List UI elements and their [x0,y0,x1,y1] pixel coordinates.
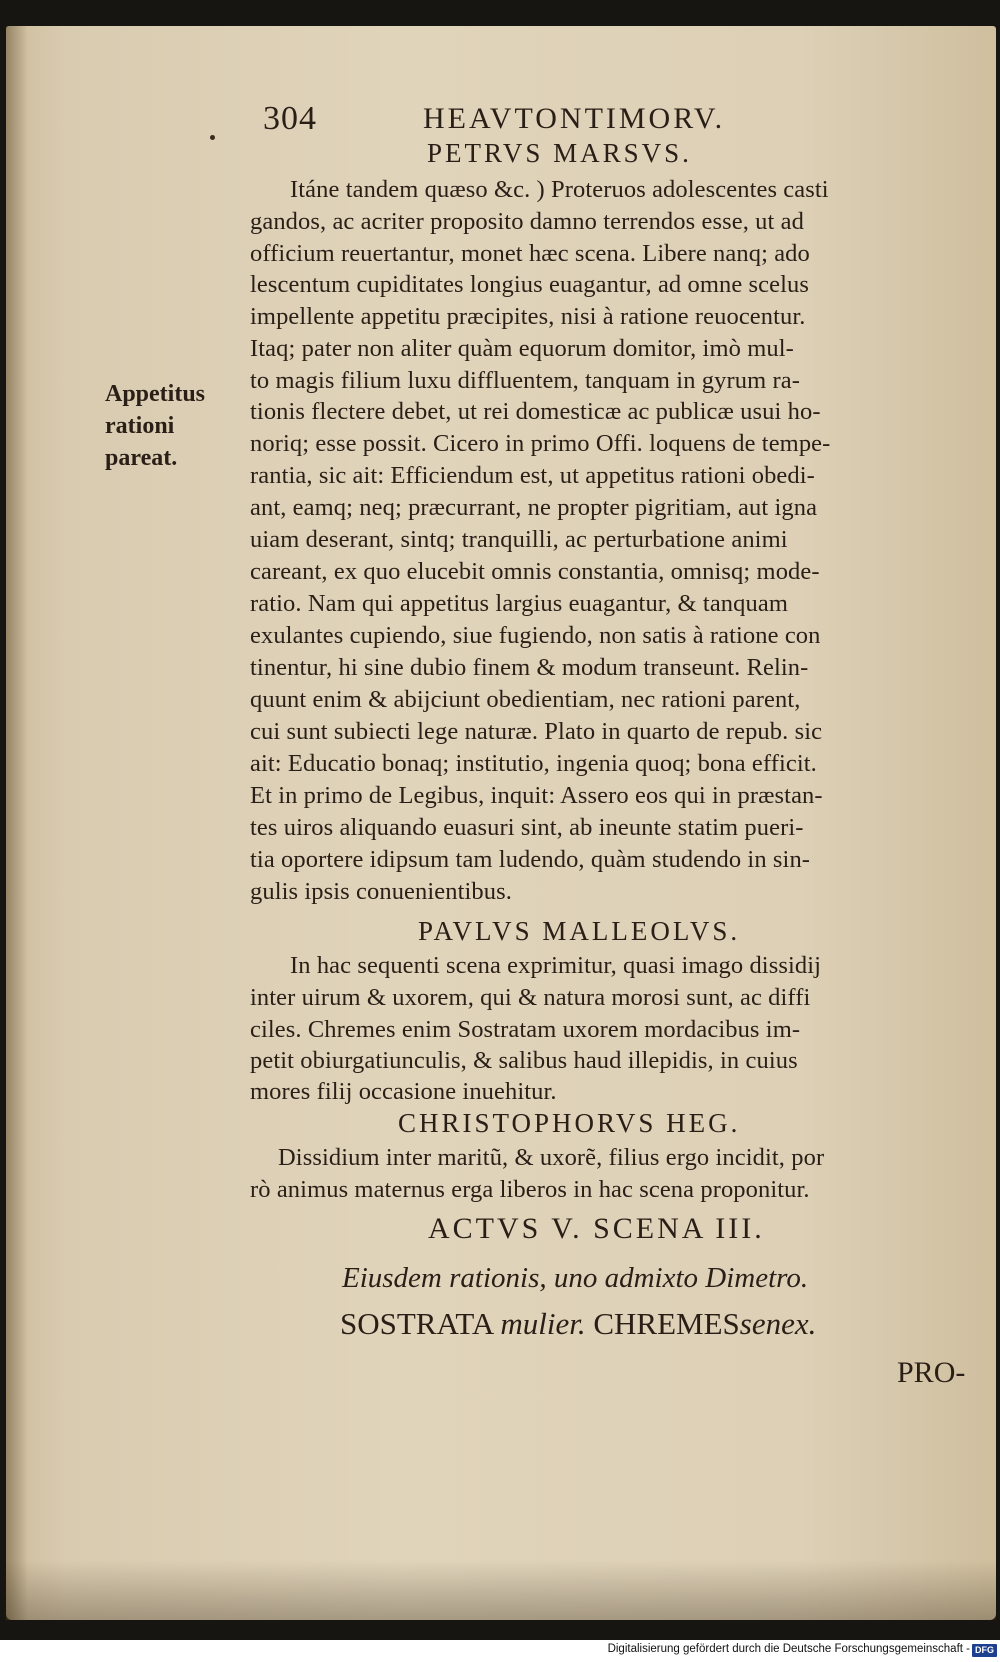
text-line: to magis filium luxu diffluentem, tanquam in gyrum ra- [250,367,800,394]
margin-note-line: Appetitus [105,381,206,407]
text-line: rò animus maternus erga liberos in hac scena proponitur. [250,1176,810,1203]
running-head: HEAVTONTIMORV. [423,102,726,135]
text-line: ait: Educatio bonaq; institutio, ingenia quoq; bona efficit. [250,750,817,777]
page-gutter-shadow [6,26,28,1620]
margin-note [105,378,245,474]
section-heading: PAVLVS MALLEOLVS. [418,916,741,946]
footer-credit: Digitalisierung gefördert durch die Deutsche Forschungsgemeinschaft - [607,1643,970,1655]
character-role: senex. [739,1306,817,1341]
footer [0,1640,1000,1662]
text-line: Et in primo de Legibus, inquit: Assero eos qui in præstan- [250,782,823,809]
section-heading: PETRVS MARSVS. [427,138,692,168]
act-heading: ACTVS V. SCENA III. [428,1212,765,1245]
text-line: tinentur, hi sine dubio finem & modum transeunt. Relin- [250,654,809,681]
character-name: SOSTRATA [340,1306,493,1341]
text-line: gandos, ac acriter proposito damno terrendos esse, ut ad [250,208,804,235]
text-line: In hac sequenti scena exprimitur, quasi imago dissidij [290,952,822,979]
text-line: tia oportere idipsum tam ludendo, quàm studendo in sin- [250,846,811,873]
text-line: Itáne tandem quæso &c. ) Proteruos adolescentes casti [290,176,829,203]
dfg-logo: DFG [972,1644,997,1657]
text-line: quunt enim & abijciunt obedientiam, nec rationi parent, [250,686,801,713]
text-line: petit obiurgatiunculis, & salibus haud illepidis, in cuius [250,1047,798,1074]
text-line: ciles. Chremes enim Sostratam uxorem mordacibus im- [250,1016,801,1043]
text-line: tes uiros aliquando euasuri sint, ab ineunte statim pueri- [250,814,804,841]
text-line: gulis ipsis conuenientibus. [250,878,512,905]
ink-dot [210,135,215,140]
catchword: PRO- [897,1356,966,1389]
page-number: 304 [263,100,317,137]
character-name: CHREMES [593,1306,740,1341]
text-line: ant, eamq; neq; præcurrant, ne propter pigritiam, aut igna [250,494,818,521]
text-line: officium reuertantur, monet hæc scena. Libere nanq; ado [250,240,810,267]
text-line: tionis flectere debet, ut rei domesticæ ac publicæ usui ho- [250,398,821,425]
meter-line: Eiusdem rationis, uno admixto Dimetro. [342,1262,809,1294]
text-line: cui sunt subiecti lege naturæ. Plato in quarto de repub. sic [250,718,823,745]
text-line: careant, ex quo elucebit omnis constantia, omnisq; mode- [250,558,820,585]
margin-note-line: pareat. [105,445,178,471]
text-line: Dissidium inter maritũ, & uxorẽ, filius ergo incidit, por [278,1144,825,1171]
character-role: mulier. [500,1306,586,1341]
section-heading: CHRISTOPHORVS HEG. [398,1108,741,1138]
text-line: rantia, sic ait: Efficiendum est, ut appetitus rationi obedi- [250,462,815,489]
margin-note-line: rationi [105,413,175,439]
text-line: uiam deserant, sintq; tranquilli, ac perturbatione animi [250,526,788,553]
text-line: noriq; esse possit. Cicero in primo Offi. loquens de tempe- [250,430,831,457]
text-line: exulantes cupiendo, siue fugiendo, non satis à ratione con [250,622,821,649]
cast-line [340,1306,816,1342]
text-line: Itaq; pater non aliter quàm equorum domitor, imò mul- [250,335,794,362]
text-line: ratio. Nam qui appetitus largius euagantur, & tanquam [250,590,788,617]
text-line: lescentum cupiditates longius euagantur, ad omne scelus [250,271,810,298]
text-line: mores filij occasione inuehitur. [250,1078,557,1105]
text-line: impellente appetitu præcipites, nisi à ratione reuocentur. [250,303,806,330]
text-line: inter uirum & uxorem, qui & natura morosi sunt, ac diffi [250,984,811,1011]
page-bottom-shadow [6,1560,996,1620]
